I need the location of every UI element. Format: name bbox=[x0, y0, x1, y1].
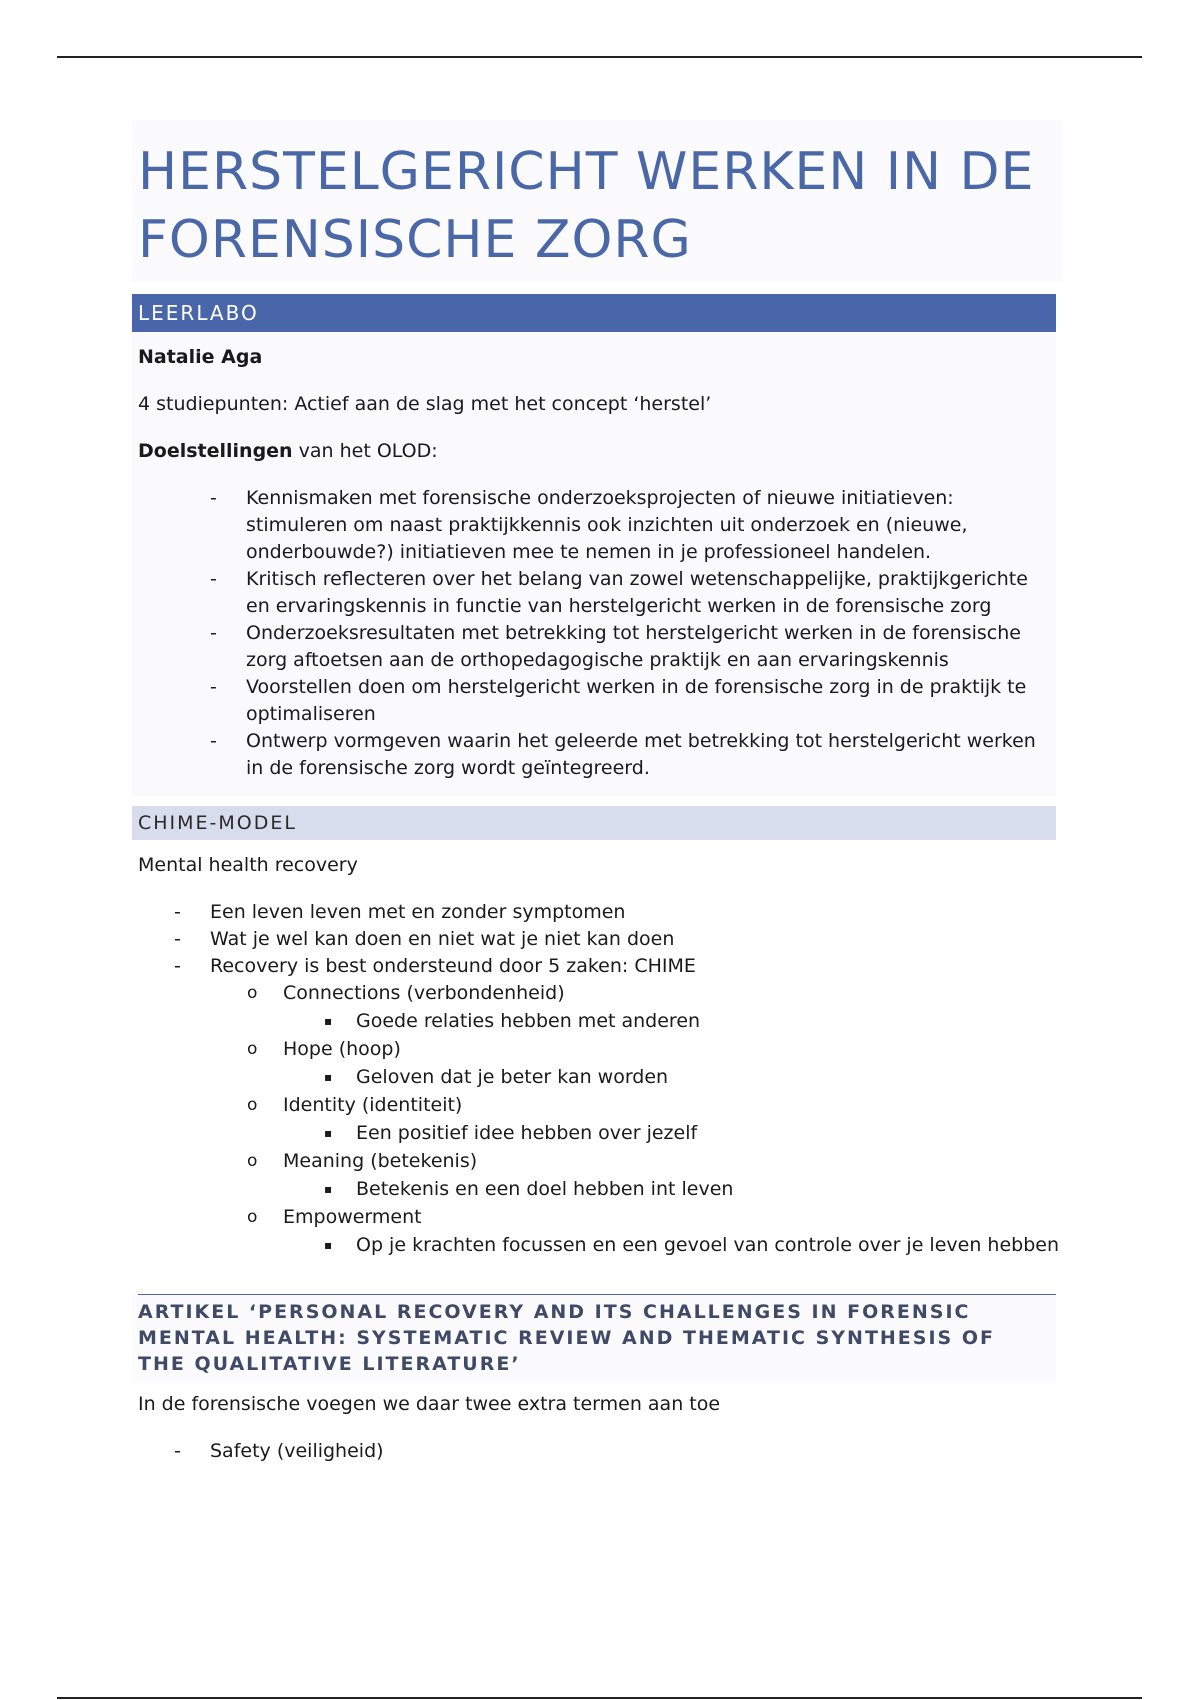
factor-name: Hope (hoop) bbox=[283, 1038, 401, 1060]
dash-marker: - bbox=[174, 955, 181, 977]
goal-text: Onderzoeksresultaten met betrekking tot herstelgericht werken in de forensische zorg aftoetsen aan de orthopedagogische praktijk en aan ervaringskennis bbox=[246, 622, 1021, 671]
factor-name: Connections (verbondenheid) bbox=[283, 982, 565, 1004]
article-point: Safety (veiligheid) bbox=[210, 1440, 384, 1462]
article-heading: ARTIKEL ‘PERSONAL RECOVERY AND ITS CHALLENGES IN FORENSIC MENTAL HEALTH: SYSTEMATIC REVIEW AND THEMATIC SYNTHESIS OF THE QUALITATIVE LITERATURE’ bbox=[138, 1301, 995, 1375]
factor-detail: Een positief idee hebben over jezelf bbox=[356, 1122, 698, 1144]
circle-marker: o bbox=[247, 1151, 258, 1171]
chime-factor bbox=[138, 1148, 1062, 1175]
dash-marker: - bbox=[210, 568, 217, 590]
dash-marker: - bbox=[210, 622, 217, 644]
article-heading-block bbox=[132, 1295, 1056, 1381]
page-bottom-rule bbox=[57, 1697, 1142, 1699]
chime-point: Recovery is best ondersteund door 5 zaken: CHIME bbox=[210, 955, 696, 977]
list-item bbox=[138, 728, 1050, 782]
dash-marker: - bbox=[210, 730, 217, 752]
dash-marker: - bbox=[210, 487, 217, 509]
square-bullet-icon: ▪ bbox=[324, 1238, 333, 1252]
goal-text: Voorstellen doen om herstelgericht werken in de forensische zorg in de praktijk te optimaliseren bbox=[246, 676, 1027, 725]
goals-list bbox=[138, 485, 1050, 782]
article-intro: In de forensische voegen we daar twee extra termen aan toe bbox=[138, 1393, 721, 1415]
goal-text: Kennismaken met forensische onderzoeksprojecten of nieuwe initiatieven: stimuleren om naast praktijkkennis ook inzichten uit onderzoek en (nieuwe, onderbouwde?) initiatieven mee te nemen in je professioneel handelen. bbox=[246, 487, 968, 563]
dash-marker: - bbox=[174, 928, 181, 950]
chime-factor bbox=[138, 1092, 1062, 1119]
chime-list bbox=[138, 899, 1062, 1260]
square-bullet-icon: ▪ bbox=[324, 1126, 333, 1140]
goal-text: Ontwerp vormgeven waarin het geleerde met betrekking tot herstelgericht werken in de forensische zorg wordt geïntegreerd. bbox=[246, 730, 1036, 779]
circle-marker: o bbox=[247, 1207, 258, 1227]
goals-label-rest: van het OLOD: bbox=[292, 440, 438, 462]
chime-factor bbox=[138, 1036, 1062, 1063]
factor-name: Identity (identiteit) bbox=[283, 1094, 463, 1116]
title-block bbox=[132, 120, 1062, 282]
goal-text: Kritisch reflecteren over het belang van zowel wetenschappelijke, praktijkgerichte en ervaringskennis in functie van herstelgericht werken in de forensische zorg bbox=[246, 568, 1028, 617]
chime-factor-detail bbox=[138, 1175, 1062, 1204]
square-bullet-icon: ▪ bbox=[324, 1014, 333, 1028]
chime-factor-detail bbox=[138, 1119, 1062, 1148]
chime-factor-detail bbox=[138, 1231, 1062, 1260]
list-item bbox=[138, 899, 1062, 926]
list-item bbox=[138, 674, 1050, 728]
document-body bbox=[138, 120, 1062, 1465]
chime-point: Een leven leven met en zonder symptomen bbox=[210, 901, 626, 923]
dash-marker: - bbox=[210, 676, 217, 698]
chime-factor bbox=[138, 980, 1062, 1007]
dash-marker: - bbox=[174, 1440, 181, 1462]
chime-factor bbox=[138, 1204, 1062, 1231]
leerlabo-section bbox=[132, 332, 1056, 796]
list-item bbox=[138, 1438, 1062, 1465]
goals-intro bbox=[138, 438, 1050, 465]
factor-detail: Goede relaties hebben met anderen bbox=[356, 1010, 701, 1032]
page-top-rule bbox=[57, 56, 1142, 58]
list-item bbox=[138, 926, 1062, 953]
document-title: HERSTELGERICHT WERKEN IN DE FORENSISCHE ZORG bbox=[138, 142, 1035, 270]
circle-marker: o bbox=[247, 1095, 258, 1115]
list-item bbox=[138, 566, 1050, 620]
chime-factor-detail bbox=[138, 1063, 1062, 1092]
circle-marker: o bbox=[247, 983, 258, 1003]
chime-intro: Mental health recovery bbox=[138, 854, 358, 876]
dash-marker: - bbox=[174, 901, 181, 923]
list-item bbox=[138, 485, 1050, 566]
square-bullet-icon: ▪ bbox=[324, 1182, 333, 1196]
circle-marker: o bbox=[247, 1039, 258, 1059]
list-item bbox=[138, 620, 1050, 674]
factor-name: Meaning (betekenis) bbox=[283, 1150, 478, 1172]
section-heading-leerlabo: LEERLABO bbox=[132, 294, 1056, 332]
square-bullet-icon: ▪ bbox=[324, 1070, 333, 1084]
factor-name: Empowerment bbox=[283, 1206, 422, 1228]
factor-detail: Op je krachten focussen en een gevoel van controle over je leven hebben bbox=[356, 1234, 1059, 1256]
list-item bbox=[138, 953, 1062, 980]
chime-point: Wat je wel kan doen en niet wat je niet kan doen bbox=[210, 928, 675, 950]
author-name: Natalie Aga bbox=[138, 346, 263, 368]
credits-text: 4 studiepunten: Actief aan de slag met het concept ‘herstel’ bbox=[138, 393, 712, 415]
goals-label: Doelstellingen bbox=[138, 440, 293, 462]
factor-detail: Geloven dat je beter kan worden bbox=[356, 1066, 669, 1088]
factor-detail: Betekenis en een doel hebben int leven bbox=[356, 1178, 734, 1200]
article-list bbox=[138, 1438, 1062, 1465]
chime-factor-detail bbox=[138, 1007, 1062, 1036]
section-heading-chime: CHIME-MODEL bbox=[132, 806, 1056, 840]
